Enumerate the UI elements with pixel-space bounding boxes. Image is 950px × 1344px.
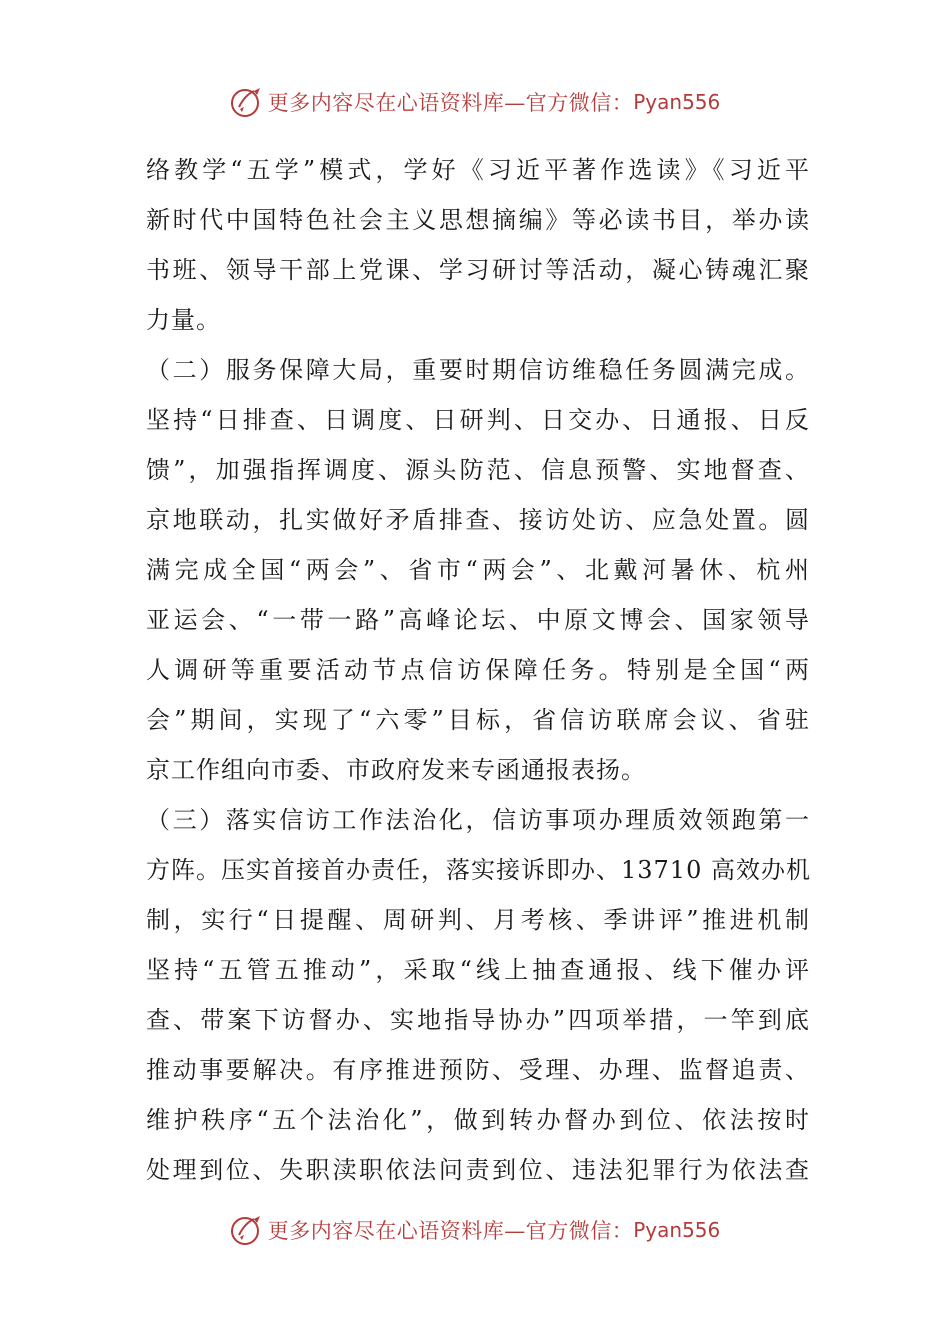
pen-logo-icon	[230, 85, 264, 119]
watermark-wechat-id: Pyan556	[633, 90, 721, 114]
body-text-line: 坚持“五管五推动”，采取“线上抽查通报、线下催办评	[146, 956, 810, 984]
body-text-line: 方阵。压实首接首办责任，落实接诉即办、13710 高效办机	[146, 856, 811, 884]
body-text-line: 京地联动，扎实做好矛盾排查、接访处访、应急处置。圆	[146, 506, 810, 534]
watermark-wechat-id: Pyan556	[633, 1218, 721, 1242]
body-text-line: 会”期间，实现了“六零”目标，省信访联席会议、省驻	[146, 706, 810, 734]
watermark-footer	[0, 1210, 950, 1250]
watermark-header	[0, 82, 950, 122]
body-text-line: （三）落实信访工作法治化，信访事项办理质效领跑第一	[146, 806, 810, 834]
body-text-line: 处理到位、失职渎职依法问责到位、违法犯罪行为依法查	[146, 1156, 810, 1184]
body-text-line: 络教学“五学”模式，学好《习近平著作选读》《习近平	[146, 156, 810, 184]
body-text-line: 坚持“日排查、日调度、日研判、日交办、日通报、日反	[146, 406, 810, 434]
body-text-line: 力量。	[146, 306, 221, 334]
body-text-line: 书班、领导干部上党课、学习研讨等活动，凝心铸魂汇聚	[146, 256, 810, 284]
body-text-line: 制，实行“日提醒、周研判、月考核、季讲评”推进机制	[146, 906, 810, 934]
body-text-line: 推动事要解决。有序推进预防、受理、办理、监督追责、	[146, 1056, 810, 1084]
pen-logo-icon	[230, 1213, 264, 1247]
document-body	[146, 145, 810, 1195]
body-text-line: 查、带案下访督办、实地指导协办”四项举措，一竿到底	[146, 1006, 810, 1034]
body-text-line: 京工作组向市委、市政府发来专函通报表扬。	[146, 756, 646, 784]
body-text-line: （二）服务保障大局，重要时期信访维稳任务圆满完成。	[146, 356, 810, 384]
watermark-text: 更多内容尽在心语资料库—官方微信：	[267, 1219, 634, 1243]
body-text-line: 亚运会、“一带一路”高峰论坛、中原文博会、国家领导	[146, 606, 810, 634]
body-text-line: 满完成全国“两会”、省市“两会”、北戴河暑休、杭州	[146, 556, 810, 584]
watermark-text: 更多内容尽在心语资料库—官方微信：	[267, 91, 634, 115]
body-text-line: 馈”，加强指挥调度、源头防范、信息预警、实地督查、	[146, 456, 810, 484]
body-text-line: 维护秩序“五个法治化”，做到转办督办到位、依法按时	[146, 1106, 810, 1134]
body-text-line: 新时代中国特色社会主义思想摘编》等必读书目，举办读	[146, 206, 810, 234]
body-text-line: 人调研等重要活动节点信访保障任务。特别是全国“两	[146, 656, 810, 684]
